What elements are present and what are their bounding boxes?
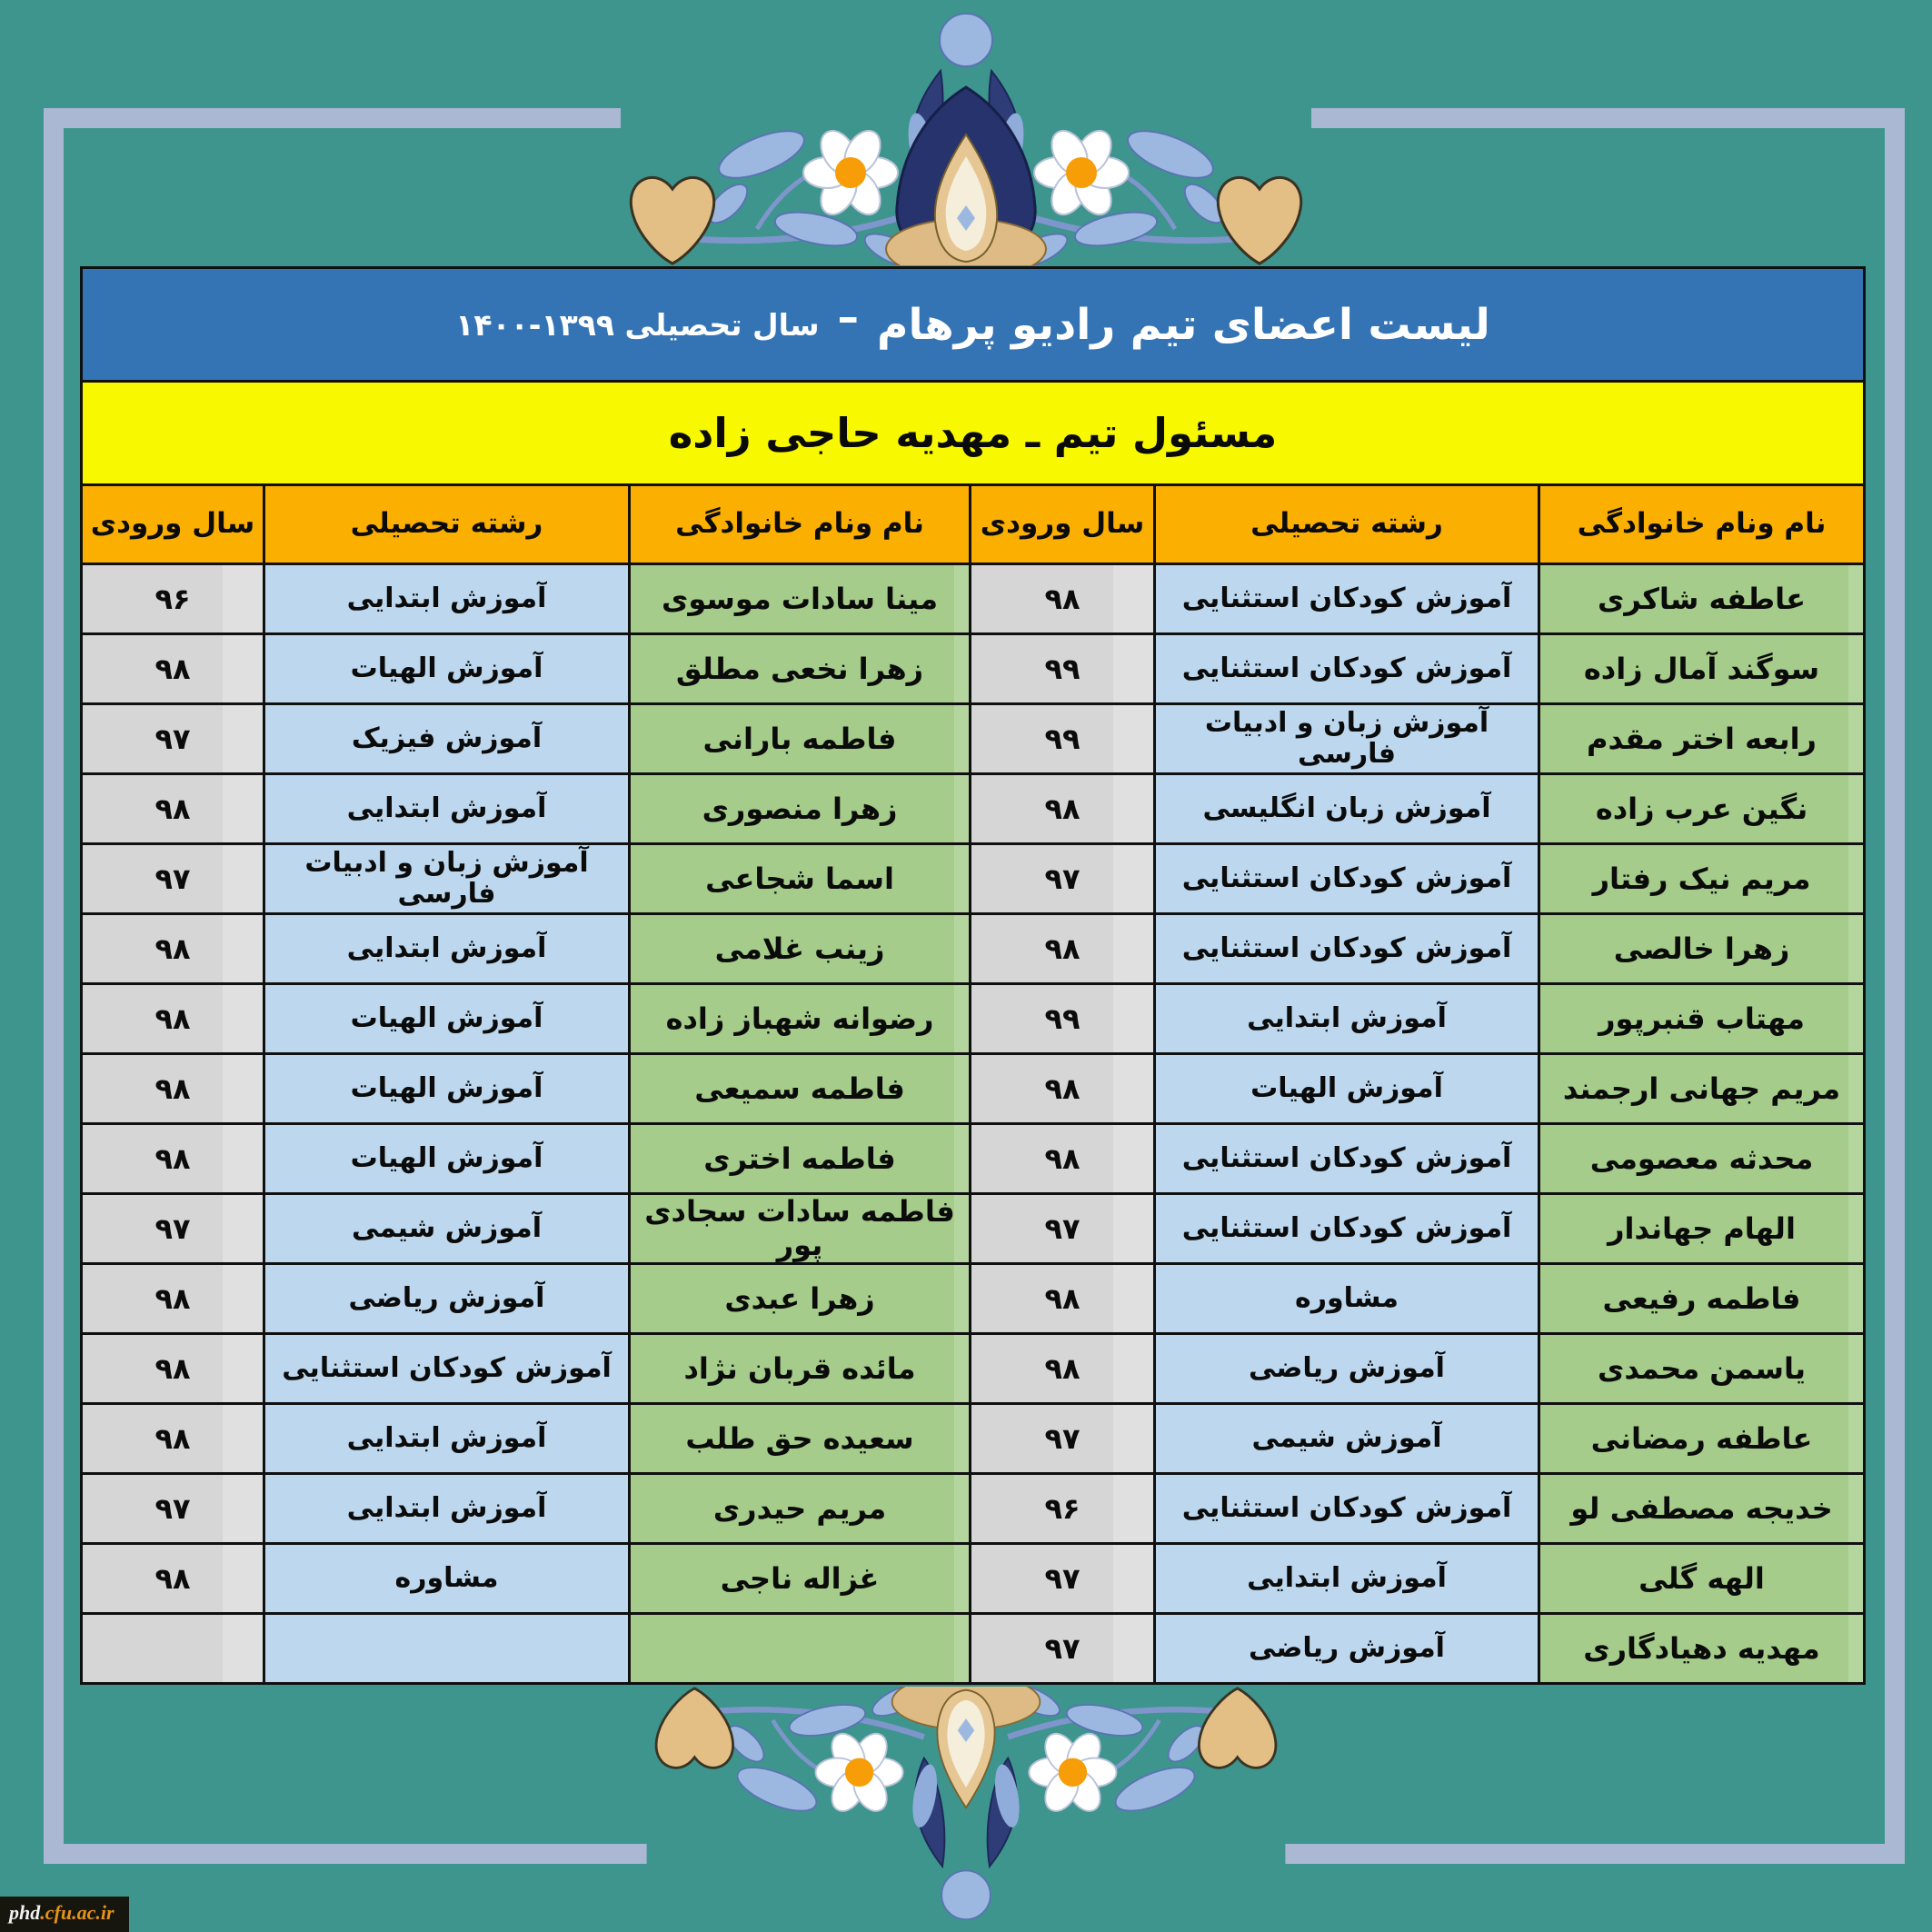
team-manager-bar <box>83 383 1863 483</box>
watermark <box>0 1897 129 1932</box>
member-year-cell: ۹۸ <box>971 1265 1153 1332</box>
member-year-cell: ۹۷ <box>971 1545 1153 1612</box>
watermark-prefix: phd <box>9 1901 41 1924</box>
member-name-cell: زهرا خالصی <box>1540 915 1863 982</box>
member-name-cell: مهتاب قنبرپور <box>1540 985 1863 1052</box>
member-name-cell: مهدیه دهیادگاری <box>1540 1615 1863 1682</box>
member-field-cell: مشاوره <box>1156 1265 1538 1332</box>
title-dash: – <box>837 292 860 343</box>
member-name-cell: محدثه معصومی <box>1540 1125 1863 1192</box>
member-field-cell: آموزش شیمی <box>1156 1405 1538 1472</box>
member-field-cell: آموزش الهیات <box>265 985 628 1052</box>
member-name-cell: مریم جهانی ارجمند <box>1540 1055 1863 1122</box>
header-cell-field-left: رشته تحصیلی <box>265 486 628 563</box>
header-cell-name-right: نام ونام خانوادگی <box>1540 486 1863 563</box>
member-year-cell: ۹۷ <box>971 1615 1153 1682</box>
member-name-cell: فاطمه سادات سجادی پور <box>631 1195 969 1262</box>
member-year-cell: ۹۶ <box>83 565 263 632</box>
header-cell-year-right: سال ورودی <box>971 486 1153 563</box>
member-name-cell: زینب غلامی <box>631 915 969 982</box>
member-year-cell <box>83 1615 263 1682</box>
member-name-cell: فاطمه بارانی <box>631 705 969 772</box>
member-name-cell: زهرا عبدی <box>631 1265 969 1332</box>
content-panel <box>80 266 1866 1685</box>
member-field-cell: آموزش ریاضی <box>1156 1335 1538 1402</box>
member-year-cell: ۹۸ <box>83 1265 263 1332</box>
watermark-suffix: .cfu.ac.ir <box>40 1901 115 1924</box>
member-field-cell: آموزش الهیات <box>1156 1055 1538 1122</box>
member-name-cell: عاطفه رمضانی <box>1540 1405 1863 1472</box>
member-name-cell: فاطمه رفیعی <box>1540 1265 1863 1332</box>
member-year-cell: ۹۸ <box>83 1055 263 1122</box>
member-name-cell: اسما شجاعی <box>631 845 969 912</box>
page-title: لیست اعضای تیم رادیو پرهام <box>877 299 1490 350</box>
member-field-cell <box>265 1615 628 1682</box>
member-field-cell: آموزش کودکان استثنایی <box>1156 915 1538 982</box>
member-name-cell: الهه گلی <box>1540 1545 1863 1612</box>
member-field-cell: آموزش الهیات <box>265 1055 628 1122</box>
header-cell-year-left: سال ورودی <box>83 486 263 563</box>
member-field-cell: آموزش الهیات <box>265 1125 628 1192</box>
member-year-cell: ۹۸ <box>971 1335 1153 1402</box>
member-name-cell: فاطمه سمیعی <box>631 1055 969 1122</box>
member-field-cell: آموزش کودکان استثنایی <box>265 1335 628 1402</box>
members-table <box>83 486 1863 1682</box>
member-field-cell: آموزش الهیات <box>265 635 628 702</box>
title-bar <box>83 269 1863 380</box>
member-field-cell: آموزش کودکان استثنایی <box>1156 565 1538 632</box>
member-year-cell: ۹۷ <box>83 845 263 912</box>
member-year-cell: ۹۹ <box>971 705 1153 772</box>
member-year-cell: ۹۸ <box>83 775 263 842</box>
member-year-cell: ۹۸ <box>971 915 1153 982</box>
member-name-cell: مریم حیدری <box>631 1475 969 1542</box>
member-year-cell: ۹۶ <box>971 1475 1153 1542</box>
member-name-cell: زهرا نخعی مطلق <box>631 635 969 702</box>
member-name-cell: رضوانه شهباز زاده <box>631 985 969 1052</box>
member-field-cell: آموزش کودکان استثنایی <box>1156 1125 1538 1192</box>
member-name-cell: سعیده حق طلب <box>631 1405 969 1472</box>
member-name-cell: زهرا منصوری <box>631 775 969 842</box>
member-year-cell: ۹۷ <box>83 705 263 772</box>
member-name-cell: مریم نیک رفتار <box>1540 845 1863 912</box>
member-field-cell: آموزش کودکان استثنایی <box>1156 845 1538 912</box>
member-year-cell: ۹۹ <box>971 635 1153 702</box>
member-field-cell: آموزش شیمی <box>265 1195 628 1262</box>
member-name-cell: غزاله ناجی <box>631 1545 969 1612</box>
member-year-cell: ۹۸ <box>971 1055 1153 1122</box>
member-field-cell: آموزش کودکان استثنایی <box>1156 635 1538 702</box>
member-field-cell: آموزش ابتدایی <box>265 1475 628 1542</box>
academic-year-label: سال تحصیلی ۱۳۹۹-۱۴۰۰ <box>455 306 820 343</box>
member-year-cell: ۹۷ <box>83 1195 263 1262</box>
member-year-cell: ۹۸ <box>971 1125 1153 1192</box>
member-year-cell: ۹۷ <box>971 845 1153 912</box>
member-year-cell: ۹۸ <box>83 985 263 1052</box>
member-year-cell: ۹۸ <box>971 565 1153 632</box>
member-field-cell: آموزش ریاضی <box>265 1265 628 1332</box>
member-name-cell: رابعه اختر مقدم <box>1540 705 1863 772</box>
member-field-cell: آموزش کودکان استثنایی <box>1156 1475 1538 1542</box>
member-name-cell: نگین عرب زاده <box>1540 775 1863 842</box>
member-field-cell: آموزش فیزیک <box>265 705 628 772</box>
member-name-cell: یاسمن محمدی <box>1540 1335 1863 1402</box>
member-name-cell: خدیجه مصطفی لو <box>1540 1475 1863 1542</box>
member-field-cell: آموزش ابتدایی <box>265 565 628 632</box>
member-field-cell: آموزش ریاضی <box>1156 1615 1538 1682</box>
header-cell-field-right: رشته تحصیلی <box>1156 486 1538 563</box>
member-name-cell: مائده قربان نژاد <box>631 1335 969 1402</box>
member-name-cell: الهام جهاندار <box>1540 1195 1863 1262</box>
member-field-cell: آموزش ابتدایی <box>265 1405 628 1472</box>
member-field-cell: آموزش ابتدایی <box>265 915 628 982</box>
member-year-cell: ۹۷ <box>83 1475 263 1542</box>
member-field-cell: آموزش زبان و ادبیات فارسی <box>1156 705 1538 772</box>
member-year-cell: ۹۹ <box>971 985 1153 1052</box>
member-name-cell <box>631 1615 969 1682</box>
member-year-cell: ۹۸ <box>83 915 263 982</box>
member-year-cell: ۹۷ <box>971 1195 1153 1262</box>
member-field-cell: آموزش ابتدایی <box>1156 1545 1538 1612</box>
member-field-cell: آموزش زبان و ادبیات فارسی <box>265 845 628 912</box>
header-cell-name-left: نام ونام خانوادگی <box>631 486 969 563</box>
member-name-cell: عاطفه شاکری <box>1540 565 1863 632</box>
member-year-cell: ۹۸ <box>83 1545 263 1612</box>
member-field-cell: آموزش ابتدایی <box>1156 985 1538 1052</box>
member-field-cell: مشاوره <box>265 1545 628 1612</box>
member-field-cell: آموزش کودکان استثنایی <box>1156 1195 1538 1262</box>
member-year-cell: ۹۸ <box>83 635 263 702</box>
member-year-cell: ۹۸ <box>83 1125 263 1192</box>
member-name-cell: فاطمه اختری <box>631 1125 969 1192</box>
member-year-cell: ۹۷ <box>971 1405 1153 1472</box>
team-manager-label: مسئول تیم ـ مهدیه حاجی زاده <box>668 409 1278 457</box>
member-field-cell: آموزش زبان انگلیسی <box>1156 775 1538 842</box>
member-year-cell: ۹۸ <box>83 1335 263 1402</box>
member-year-cell: ۹۸ <box>83 1405 263 1472</box>
member-field-cell: آموزش ابتدایی <box>265 775 628 842</box>
member-year-cell: ۹۸ <box>971 775 1153 842</box>
member-name-cell: مینا سادات موسوی <box>631 565 969 632</box>
member-name-cell: سوگند آمال زاده <box>1540 635 1863 702</box>
